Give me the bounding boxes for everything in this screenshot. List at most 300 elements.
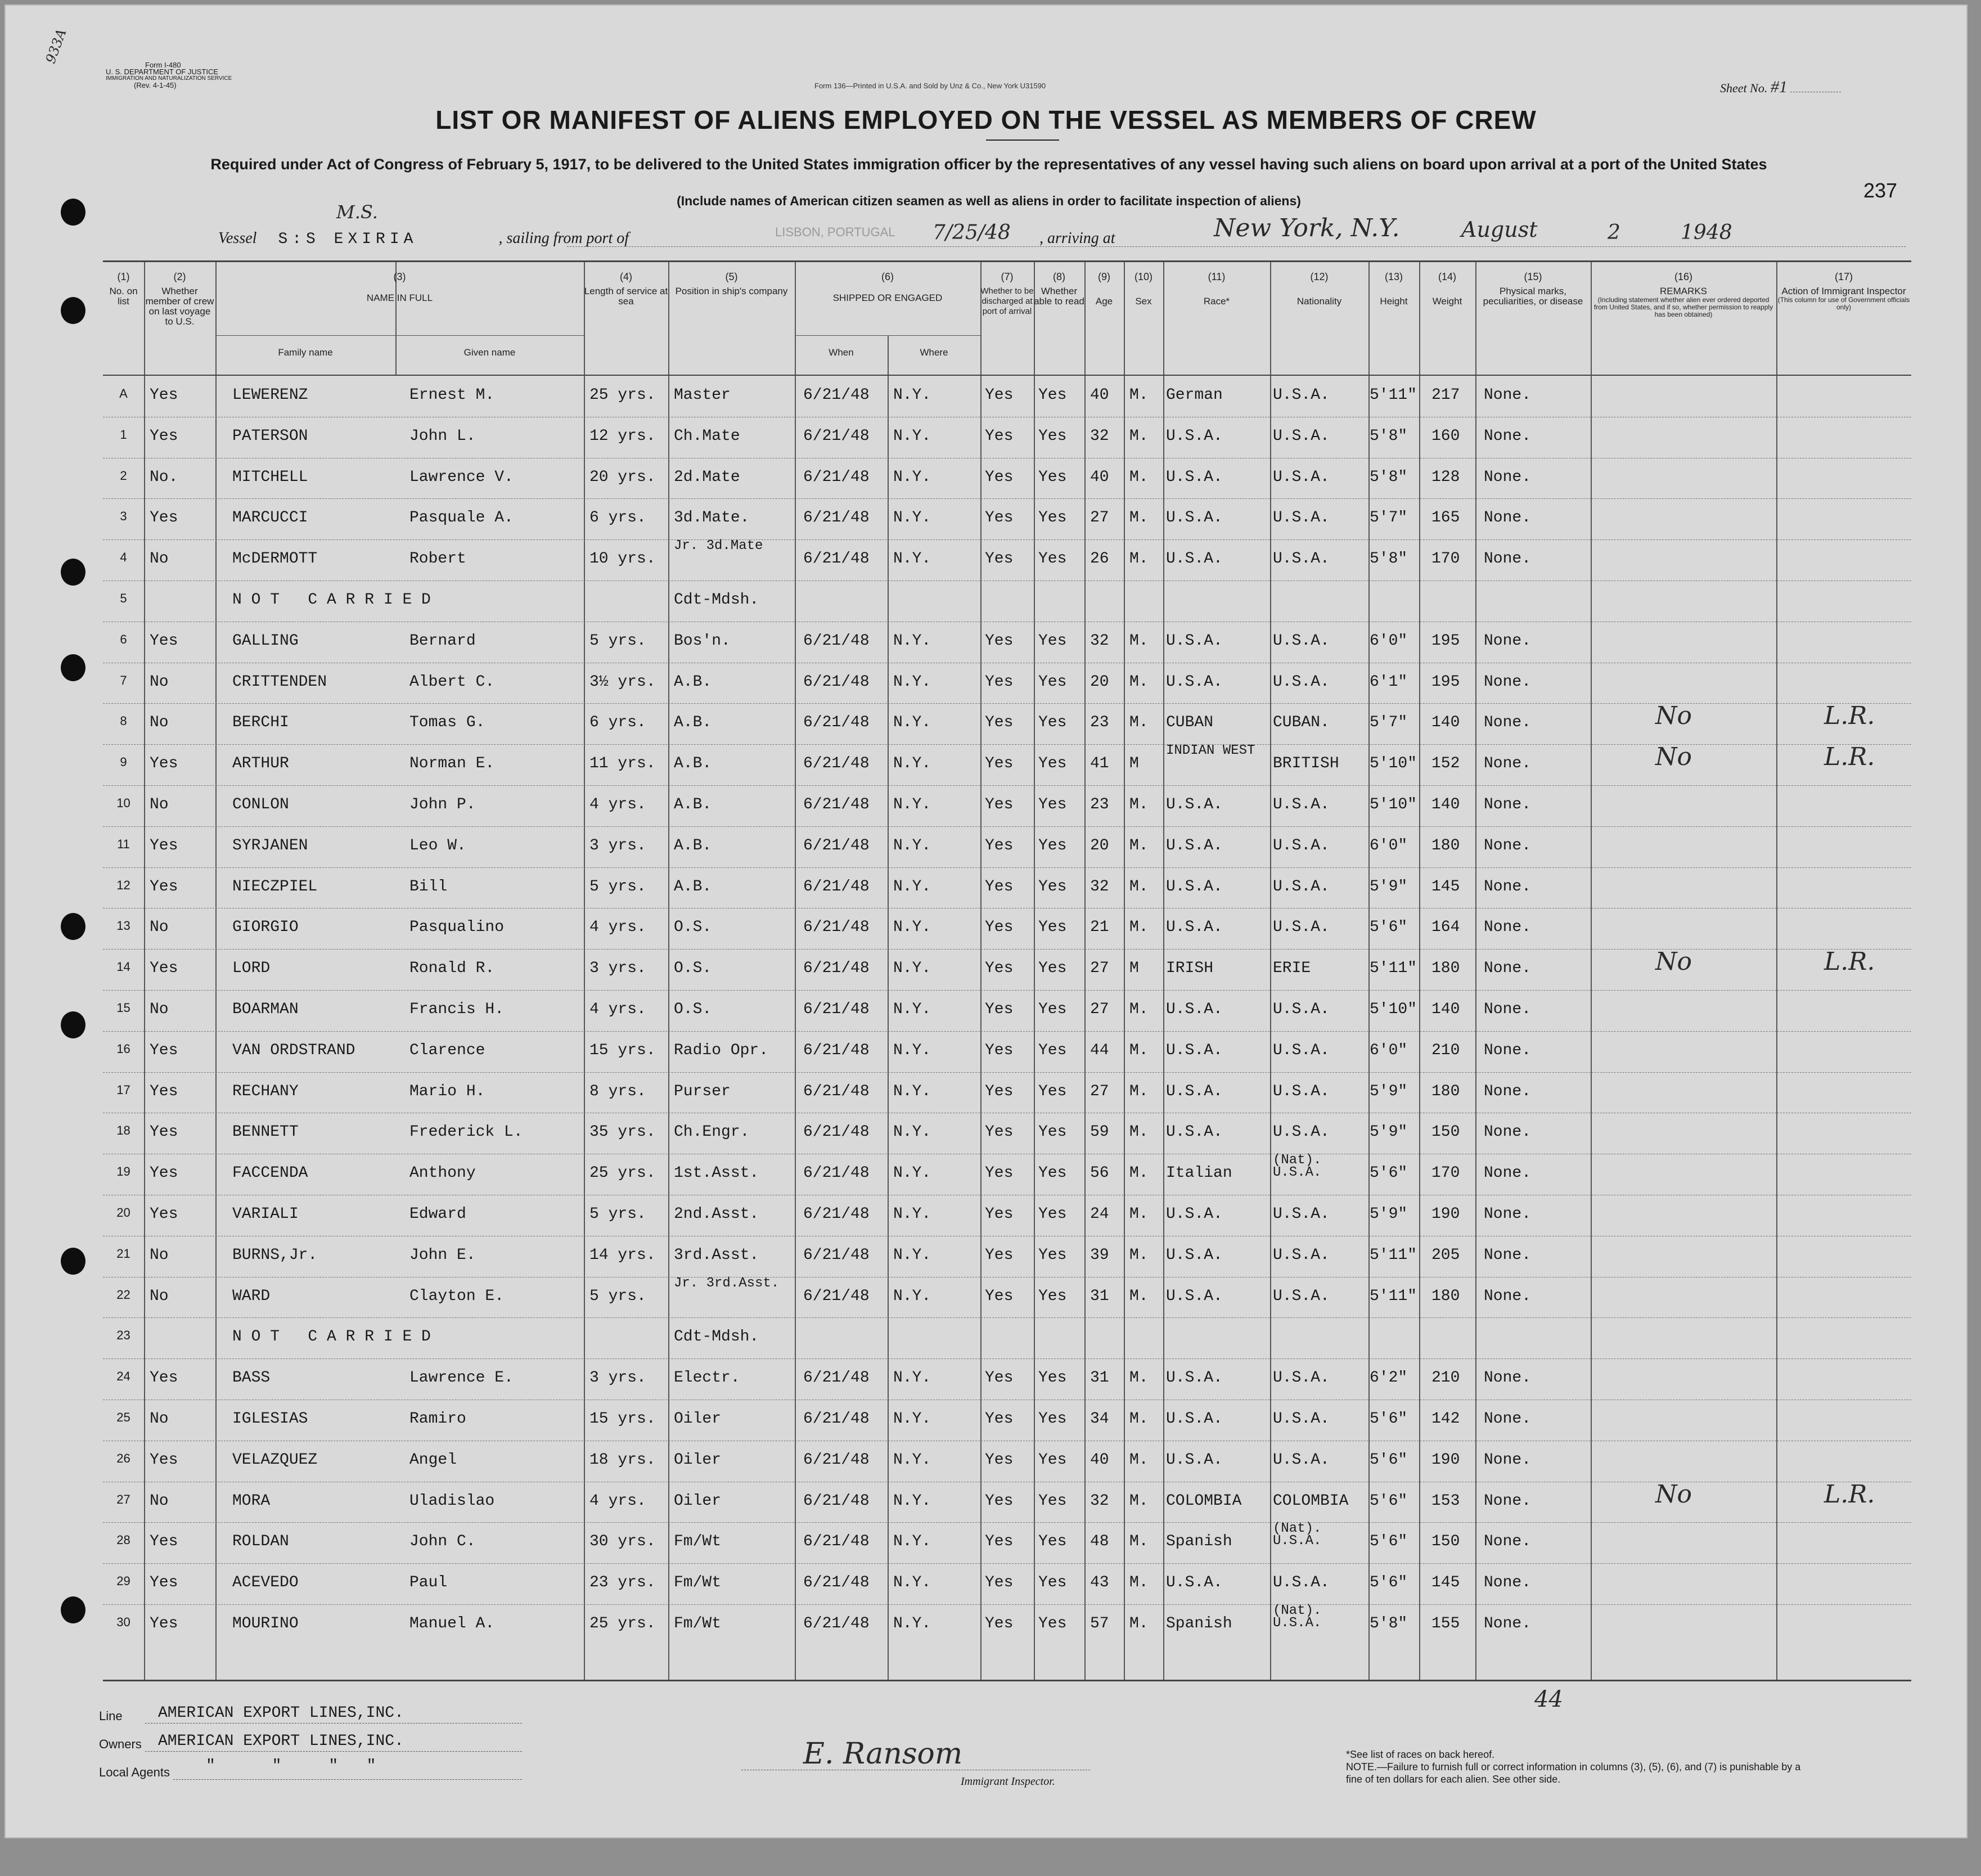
cell-discharged: Yes [985, 1123, 1014, 1141]
cell-service-length: 5 yrs. [589, 632, 646, 650]
punch-hole [61, 654, 85, 681]
cell-sex: M. [1129, 386, 1149, 404]
agents-value: " " " " [206, 1757, 376, 1775]
cell-no: 4 [120, 550, 127, 565]
cell-able-to-read: Yes [1038, 1492, 1067, 1510]
cell-race: Spanish [1166, 1533, 1232, 1551]
cell-position: A.B. [674, 796, 712, 813]
cell-race: U.S.A. [1166, 468, 1223, 486]
cell-family-name: BERCHI [232, 714, 289, 732]
table-row [103, 1153, 1911, 1190]
cell-given-name: Mario H. [409, 1082, 485, 1100]
cell-no: 14 [116, 960, 130, 974]
cell-service-length: 3 yrs. [589, 836, 646, 854]
table-row [103, 1075, 1911, 1109]
cell-physical-marks: None. [1484, 1492, 1532, 1510]
cell-last-voyage: Yes [150, 1164, 178, 1182]
cell-age: 32 [1090, 1492, 1109, 1510]
form-ref: Form I-480 [145, 61, 181, 69]
cell-family-name: ARTHUR [232, 755, 289, 773]
revision: (Rev. 4-1-45) [134, 81, 177, 89]
cell-no: 25 [116, 1410, 130, 1424]
cell-weight: 150 [1431, 1533, 1460, 1551]
cell-given-name: Bill [409, 878, 448, 896]
cell-given-name: John E. [409, 1246, 476, 1264]
cell-family-name: VARIALI [232, 1205, 299, 1223]
cell-family-name: SYRJANEN [232, 836, 308, 854]
cell-last-voyage: Yes [150, 1369, 178, 1387]
cell-physical-marks: None. [1484, 1082, 1532, 1100]
cell-weight: 140 [1431, 1001, 1460, 1018]
cell-shipped-when: 6/21/48 [803, 1533, 870, 1551]
cell-family-name: BOARMAN [232, 1001, 299, 1018]
cell-height: 6'0" [1370, 632, 1408, 650]
cell-nationality: BRITISH [1273, 755, 1339, 773]
cell-shipped-when: 6/21/48 [803, 1001, 870, 1018]
cell-position: Fm/Wt [674, 1533, 722, 1551]
cell-physical-marks: None. [1484, 960, 1532, 978]
cell-service-length: 5 yrs. [589, 878, 646, 896]
cell-position: A.B. [674, 836, 712, 854]
cell-family-name: ROLDAN [232, 1533, 289, 1551]
cell-family-name: GALLING [232, 632, 299, 650]
vessel-name: S:S EXIRIA [278, 231, 418, 248]
cell-height: 5'6" [1370, 1492, 1408, 1510]
cell-position: Bos'n. [674, 632, 731, 650]
col-head-13: (13) Height [1380, 271, 1408, 307]
cell-shipped-when: 6/21/48 [803, 1123, 870, 1141]
cell-shipped-where: N.Y. [893, 1574, 931, 1592]
cell-age: 48 [1090, 1533, 1109, 1551]
cell-nationality: U.S.A. [1273, 632, 1330, 650]
cell-family-name: ACEVEDO [232, 1574, 299, 1592]
cell-last-voyage: No [150, 1410, 169, 1428]
table-row [103, 624, 1911, 658]
cell-last-voyage: Yes [150, 632, 178, 650]
cell-service-length: 4 yrs. [589, 919, 646, 937]
cell-shipped-when: 6/21/48 [803, 714, 870, 732]
sail-date: 7/25/48 [933, 221, 1011, 244]
cell-height: 5'8" [1370, 550, 1408, 568]
cell-age: 56 [1090, 1164, 1109, 1182]
cell-service-length: 4 yrs. [589, 1001, 646, 1018]
service-name: IMMIGRATION AND NATURALIZATION SERVICE [106, 75, 232, 82]
cell-family-name: N O T C A R R I E D [232, 591, 431, 609]
table-row [103, 911, 1911, 944]
cell-service-length: 5 yrs. [589, 1287, 646, 1305]
cell-shipped-where: N.Y. [893, 796, 931, 813]
cell-weight: 170 [1431, 550, 1460, 568]
cell-service-length: 25 yrs. [589, 1615, 656, 1632]
agents-label: Local Agents [99, 1765, 170, 1779]
cell-last-voyage: Yes [150, 427, 178, 445]
cell-shipped-where: N.Y. [893, 878, 931, 896]
cell-race: U.S.A. [1166, 1369, 1223, 1387]
cell-no: 10 [116, 796, 130, 810]
cell-weight: 180 [1431, 1082, 1460, 1100]
cell-height: 5'6" [1370, 1164, 1408, 1182]
cell-last-voyage: Yes [150, 1615, 178, 1632]
footer-owners [99, 1733, 404, 1752]
cell-shipped-when: 6/21/48 [803, 796, 870, 813]
cell-service-length: 12 yrs. [589, 427, 656, 445]
cell-physical-marks: None. [1484, 673, 1532, 691]
cell-able-to-read: Yes [1038, 1001, 1067, 1018]
cell-no: 5 [120, 591, 127, 605]
cell-shipped-where: N.Y. [893, 1369, 931, 1387]
cell-discharged: Yes [985, 1164, 1014, 1182]
col-head-5: (5) Position in ship's company [675, 271, 788, 296]
cell-nationality: U.S.A. [1273, 1001, 1330, 1018]
cell-sex: M. [1129, 1246, 1149, 1264]
cell-sex: M. [1129, 1082, 1149, 1100]
cell-physical-marks: None. [1484, 427, 1532, 445]
cell-height: 5'11" [1370, 1246, 1417, 1264]
cell-service-length: 20 yrs. [589, 468, 656, 486]
cell-no: 2 [120, 468, 127, 483]
cell-weight: 153 [1431, 1492, 1460, 1510]
cell-given-name: John C. [409, 1533, 476, 1551]
cell-height: 5'11" [1370, 960, 1417, 978]
cell-age: 39 [1090, 1246, 1109, 1264]
arrival-port: New York, N.Y. [1214, 214, 1400, 242]
col-head-11: (11) Race* [1203, 271, 1230, 307]
cell-nationality: U.S.A. [1273, 509, 1330, 527]
table-row [103, 1479, 1911, 1518]
cell-shipped-where: N.Y. [893, 714, 931, 732]
cell-weight: 145 [1431, 878, 1460, 896]
cell-race: U.S.A. [1166, 919, 1223, 937]
cell-given-name: Clarence [409, 1041, 485, 1059]
cell-shipped-where: N.Y. [893, 1615, 931, 1632]
manifest-sheet [4, 5, 1968, 1838]
cell-discharged: Yes [985, 550, 1014, 568]
cell-sex: M. [1129, 919, 1149, 937]
cell-position: Jr. 3rd.Asst. [674, 1275, 780, 1291]
cell-last-voyage: Yes [150, 1451, 178, 1469]
cell-physical-marks: None. [1484, 1164, 1532, 1182]
cell-weight: 180 [1431, 836, 1460, 854]
cell-no: 30 [116, 1615, 130, 1629]
dept-name: U. S. DEPARTMENT OF JUSTICE [106, 68, 219, 76]
cell-physical-marks: None. [1484, 1041, 1532, 1059]
cell-shipped-when: 6/21/48 [803, 755, 870, 773]
tally-note: 44 [1534, 1686, 1563, 1712]
cell-able-to-read: Yes [1038, 1246, 1067, 1264]
cell-age: 26 [1090, 550, 1109, 568]
cell-position: 2d.Mate [674, 468, 740, 486]
inspector-signature: E. Ransom [803, 1737, 963, 1771]
punch-hole [61, 913, 85, 940]
cell-given-name: Albert C. [409, 673, 495, 691]
cell-service-length: 4 yrs. [589, 796, 646, 813]
table-row [103, 1521, 1911, 1559]
cell-position: Oiler [674, 1492, 722, 1510]
cell-sex: M [1129, 755, 1139, 773]
cell-shipped-when: 6/21/48 [803, 1369, 870, 1387]
cell-no: 24 [116, 1369, 130, 1384]
cell-age: 20 [1090, 673, 1109, 691]
cell-position: A.B. [674, 673, 712, 691]
cell-given-name: Lawrence V. [409, 468, 514, 486]
table-row [103, 788, 1911, 822]
cell-sex: M. [1129, 1533, 1149, 1551]
punch-hole [61, 1011, 85, 1038]
cell-given-name: Ramiro [409, 1410, 466, 1428]
table-row [103, 1320, 1911, 1354]
cell-sex: M. [1129, 836, 1149, 854]
cell-position: Cdt-Mdsh. [674, 1328, 759, 1346]
cell-race: U.S.A. [1166, 632, 1223, 650]
col-head-6: (6) SHIPPED OR ENGAGED [832, 271, 943, 303]
cell-physical-marks: None. [1484, 714, 1532, 732]
cell-remarks: No [1655, 947, 1692, 977]
cell-race: INDIAN WEST [1166, 743, 1255, 759]
line-label: Line [99, 1709, 123, 1723]
cell-race: Spanish [1166, 1615, 1232, 1632]
arrival-year: 1948 [1681, 221, 1732, 244]
cell-height: 5'8" [1370, 1615, 1408, 1632]
arrival-month: August [1461, 217, 1538, 242]
cell-shipped-where: N.Y. [893, 1123, 931, 1141]
cell-no: 19 [116, 1164, 130, 1179]
cell-given-name: Edward [409, 1205, 466, 1223]
races-note: *See list of races on back hereof. [1346, 1749, 1495, 1760]
cell-no: 11 [117, 836, 130, 851]
cell-physical-marks: None. [1484, 468, 1532, 486]
col-head-3-given: Given name [463, 347, 516, 358]
cell-position: Master [674, 386, 731, 404]
cell-race: U.S.A. [1166, 1246, 1223, 1264]
table-row [103, 583, 1911, 617]
cell-service-length: 35 yrs. [589, 1123, 656, 1141]
cell-able-to-read: Yes [1038, 673, 1067, 691]
cell-sex: M. [1129, 1369, 1149, 1387]
cell-shipped-when: 6/21/48 [803, 1041, 870, 1059]
cell-service-length: 15 yrs. [589, 1041, 656, 1059]
cell-able-to-read: Yes [1038, 468, 1067, 486]
cell-weight: 180 [1431, 960, 1460, 978]
cell-given-name: Norman E. [409, 755, 495, 773]
cell-able-to-read: Yes [1038, 1410, 1067, 1428]
cell-height: 5'9" [1370, 1123, 1408, 1141]
cell-shipped-when: 6/21/48 [803, 509, 870, 527]
cell-age: 34 [1090, 1410, 1109, 1428]
cell-age: 21 [1090, 919, 1109, 937]
vessel-label: Vessel [218, 230, 257, 247]
cell-discharged: Yes [985, 1001, 1014, 1018]
cell-nationality: U.S.A. [1273, 1082, 1330, 1100]
cell-weight: 195 [1431, 673, 1460, 691]
cell-weight: 210 [1431, 1041, 1460, 1059]
table-row [103, 461, 1911, 494]
cell-given-name: Bernard [409, 632, 476, 650]
cell-service-length: 5 yrs. [589, 1205, 646, 1223]
cell-last-voyage: No. [150, 468, 178, 486]
cell-position: Fm/Wt [674, 1615, 722, 1632]
cell-remarks: No [1655, 701, 1692, 731]
cell-given-name: Leo W. [409, 836, 466, 854]
cell-able-to-read: Yes [1038, 1123, 1067, 1141]
cell-height: 5'6" [1370, 1410, 1408, 1428]
cell-given-name: Frederick L. [409, 1123, 523, 1141]
footer-notes [1346, 1748, 1818, 1785]
cell-family-name: RECHANY [232, 1082, 299, 1100]
cell-shipped-where: N.Y. [893, 1205, 931, 1223]
punch-hole [61, 199, 85, 226]
cell-nationality: U.S.A. [1273, 673, 1330, 691]
cell-last-voyage: No [150, 919, 169, 937]
col-head-7: (7) Whether to be discharged at port of arrival [980, 271, 1034, 316]
cell-shipped-when: 6/21/48 [803, 673, 870, 691]
form-ident [106, 62, 232, 89]
cell-last-voyage: Yes [150, 386, 178, 404]
cell-position: O.S. [674, 960, 712, 978]
cell-service-length: 8 yrs. [589, 1082, 646, 1100]
cell-position: Ch.Engr. [674, 1123, 750, 1141]
cell-inspector-action: L.R. [1824, 743, 1875, 772]
cell-weight: 155 [1431, 1615, 1460, 1632]
cell-shipped-where: N.Y. [893, 1246, 931, 1264]
cell-physical-marks: None. [1484, 1615, 1532, 1632]
cell-service-length: 3½ yrs. [589, 673, 656, 691]
cell-given-name: Angel [409, 1451, 457, 1469]
cell-discharged: Yes [985, 1205, 1014, 1223]
cell-height: 5'10" [1370, 796, 1417, 813]
cell-no: 3 [120, 509, 127, 524]
cell-shipped-where: N.Y. [893, 1451, 931, 1469]
cell-age: 41 [1090, 755, 1109, 773]
cell-position: O.S. [674, 919, 712, 937]
cell-no: 20 [116, 1205, 130, 1220]
cell-sex: M. [1129, 1001, 1149, 1018]
cell-shipped-when: 6/21/48 [803, 427, 870, 445]
cell-weight: 140 [1431, 714, 1460, 732]
cell-shipped-when: 6/21/48 [803, 1410, 870, 1428]
cell-height: 6'1" [1370, 673, 1408, 691]
cell-given-name: Ernest M. [409, 386, 495, 404]
table-row [103, 1603, 1911, 1641]
cell-discharged: Yes [985, 1492, 1014, 1510]
vessel-row [218, 230, 629, 248]
cell-nationality: U.S.A. [1273, 1205, 1330, 1223]
punch-hole [61, 1596, 85, 1623]
cell-shipped-when: 6/21/48 [803, 632, 870, 650]
cell-last-voyage: No [150, 1001, 169, 1018]
cell-height: 5'9" [1370, 1205, 1408, 1223]
cell-height: 5'9" [1370, 1082, 1408, 1100]
cell-discharged: Yes [985, 1574, 1014, 1592]
cell-discharged: Yes [985, 1410, 1014, 1428]
cell-physical-marks: None. [1484, 509, 1532, 527]
cell-shipped-when: 6/21/48 [803, 386, 870, 404]
cell-position: O.S. [674, 1001, 712, 1018]
cell-weight: 165 [1431, 509, 1460, 527]
cell-last-voyage: Yes [150, 878, 178, 896]
cell-given-name: Francis H. [409, 1001, 505, 1018]
cell-race: CUBAN [1166, 714, 1214, 732]
cell-race: U.S.A. [1166, 509, 1223, 527]
cell-inspector-action: L.R. [1824, 701, 1875, 731]
cell-shipped-when: 6/21/48 [803, 1082, 870, 1100]
cell-height: 5'6" [1370, 1533, 1408, 1551]
cell-family-name: N O T C A R R I E D [232, 1328, 431, 1346]
cell-weight: 142 [1431, 1410, 1460, 1428]
cell-race: U.S.A. [1166, 1287, 1223, 1305]
cell-weight: 205 [1431, 1246, 1460, 1264]
cell-nationality: ERIE [1273, 960, 1311, 978]
cell-sex: M. [1129, 1041, 1149, 1059]
cell-shipped-when: 6/21/48 [803, 836, 870, 854]
cell-race: U.S.A. [1166, 1123, 1223, 1141]
cell-no: 17 [116, 1082, 130, 1097]
cell-nationality: U.S.A. [1273, 1574, 1330, 1592]
cell-discharged: Yes [985, 1287, 1014, 1305]
cell-service-length: 4 yrs. [589, 1492, 646, 1510]
cell-remarks: No [1655, 1479, 1692, 1509]
cell-service-length: 6 yrs. [589, 714, 646, 732]
cell-position: Radio Opr. [674, 1041, 769, 1059]
sheet-value: #1 [1770, 78, 1788, 96]
cell-service-length: 25 yrs. [589, 386, 656, 404]
cell-physical-marks: None. [1484, 1001, 1532, 1018]
cell-weight: 140 [1431, 796, 1460, 813]
cell-physical-marks: None. [1484, 1246, 1532, 1264]
cell-service-length: 25 yrs. [589, 1164, 656, 1182]
cell-last-voyage: Yes [150, 1205, 178, 1223]
owners-value: AMERICAN EXPORT LINES,INC. [158, 1733, 404, 1750]
page-number: 237 [1863, 179, 1898, 202]
cell-discharged: Yes [985, 427, 1014, 445]
printer-line: Form 136—Printed in U.S.A. and Sold by Unz & Co., New York U31590 [814, 82, 1046, 90]
cell-discharged: Yes [985, 509, 1014, 527]
page-subtitle: Required under Act of Congress of February 5, 1917, to be delivered to the United States immigration officer by the representatives of any vessel having such aliens on board upon arrival at a port of the United States [210, 156, 1767, 173]
cell-no: 18 [116, 1123, 130, 1138]
table-row [103, 1402, 1911, 1436]
cell-height: 5'11" [1370, 386, 1417, 404]
cell-able-to-read: Yes [1038, 509, 1067, 527]
cell-physical-marks: None. [1484, 386, 1532, 404]
cell-height: 5'8" [1370, 468, 1408, 486]
cell-remarks: No [1655, 743, 1692, 772]
cell-age: 59 [1090, 1123, 1109, 1141]
cell-last-voyage: Yes [150, 1533, 178, 1551]
vessel-prefix: M.S. [336, 201, 378, 223]
cell-discharged: Yes [985, 960, 1014, 978]
cell-height: 5'6" [1370, 1451, 1408, 1469]
cell-age: 44 [1090, 1041, 1109, 1059]
col-head-16: (16) REMARKS (Including statement whether alien ever ordered deported from United States, and if so, whether permission to reapply has been obtained) [1593, 271, 1773, 318]
cell-height: 5'7" [1370, 509, 1408, 527]
cell-sex: M. [1129, 878, 1149, 896]
cell-nationality: U.S.A. [1273, 468, 1330, 486]
col-head-15: (15) Physical marks, peculiarities, or disease [1483, 271, 1583, 307]
cell-shipped-when: 6/21/48 [803, 1205, 870, 1223]
cell-height: 5'8" [1370, 427, 1408, 445]
table-row [103, 1566, 1911, 1600]
cell-shipped-where: N.Y. [893, 1082, 931, 1100]
cell-family-name: PATERSON [232, 427, 308, 445]
cell-service-length: 23 yrs. [589, 1574, 656, 1592]
cell-sex: M. [1129, 1492, 1149, 1510]
cell-given-name: Uladislao [409, 1492, 495, 1510]
cell-physical-marks: None. [1484, 1533, 1532, 1551]
cell-no: 23 [116, 1328, 130, 1343]
cell-race: U.S.A. [1166, 1451, 1223, 1469]
cell-discharged: Yes [985, 1369, 1014, 1387]
cell-height: 6'0" [1370, 836, 1408, 854]
cell-shipped-where: N.Y. [893, 960, 931, 978]
